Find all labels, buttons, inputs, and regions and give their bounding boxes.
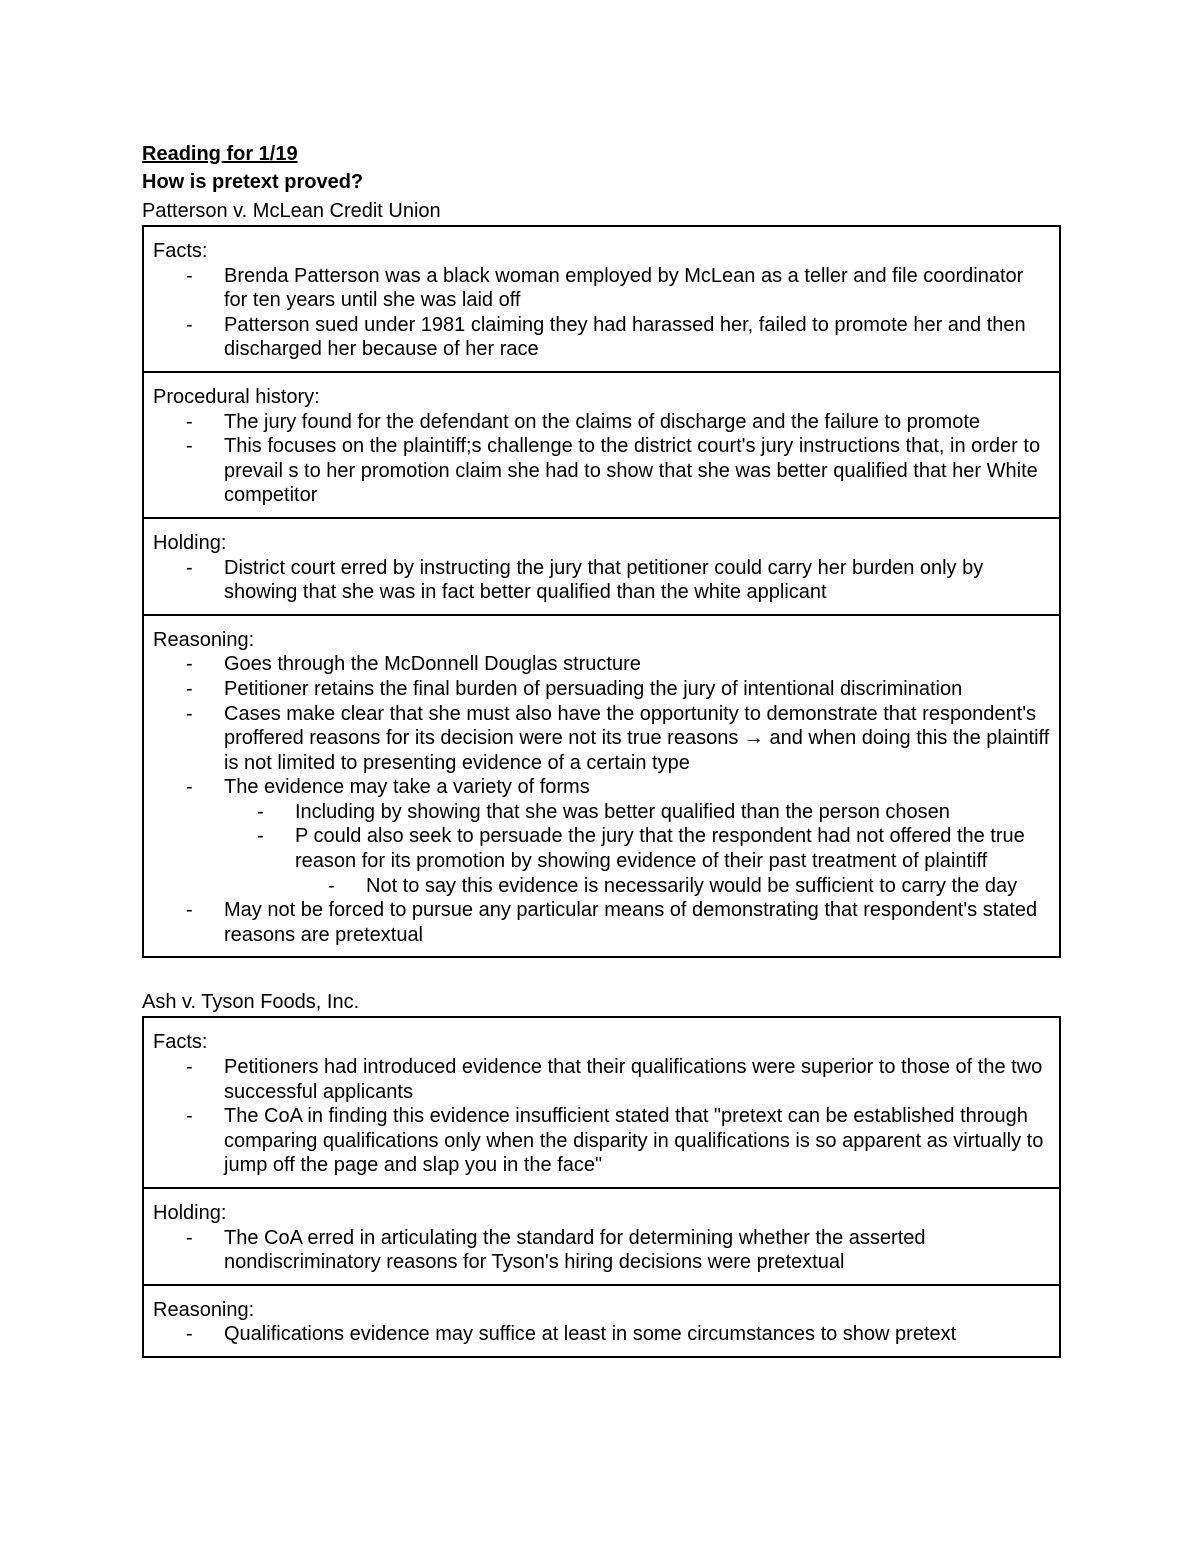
bullet-item (153, 898, 1050, 947)
case-section (144, 517, 1059, 614)
cases-container (142, 197, 1061, 1358)
case-section (144, 1187, 1059, 1284)
bullet-list-level-1 (153, 1055, 1050, 1178)
bullet-text: May not be forced to pursue any particular means of demonstrating that respondent's stated reasons are pretextual (224, 899, 1038, 946)
section-label: Procedural history: (153, 385, 320, 408)
bullet-item (153, 313, 1050, 362)
section-label: Reasoning: (153, 628, 255, 651)
bullet-item (153, 434, 1050, 508)
section-label: Facts: (153, 1031, 208, 1054)
bullet-text: Petitioner retains the final burden of persuading the jury of intentional discrimination (224, 677, 963, 700)
page-title: Reading for 1/19 (142, 143, 298, 165)
bullet-item (153, 1226, 1050, 1275)
bullet-text: Brenda Patterson was a black woman employed by McLean as a teller and file coordinator for ten years until she was laid off (224, 264, 1024, 312)
bullet-item (153, 556, 1050, 605)
bullet-item (153, 1322, 1050, 1347)
section-label: Holding: (153, 531, 227, 554)
bullet-text: Cases make clear that she must also have the opportunity to demonstrate that respondent's proffered reasons for its decision were not its true reasons → and when doing this the plaintiff is not limited to presenting evidence of a certain type (224, 702, 1050, 774)
bullet-list-level-1 (153, 652, 1050, 947)
bullet-list-level-1 (153, 264, 1050, 362)
case-brief-table (142, 225, 1061, 958)
bullet-item (153, 677, 1050, 702)
bullet-text: The evidence may take a variety of forms (224, 776, 590, 799)
case-name: Patterson v. McLean Credit Union (142, 200, 441, 222)
case-section (144, 1018, 1059, 1187)
bullet-text: P could also seek to persuade the jury that the respondent had not offered the true reason for its promotion by showing evidence of their past treatment of plaintiff (295, 825, 1025, 873)
case-section (144, 1284, 1059, 1356)
bullet-list-level-1 (153, 1226, 1050, 1275)
bullet-text: Including by showing that she was better qualified than the person chosen (295, 800, 950, 823)
bullet-list-level-3 (295, 874, 1050, 899)
bullet-list-level-1 (153, 1322, 1050, 1347)
section-label: Reasoning: (153, 1298, 255, 1321)
bullet-text: The jury found for the defendant on the claims of discharge and the failure to promote (224, 410, 981, 433)
page-subtitle: How is pretext proved? (142, 171, 364, 193)
bullet-item (224, 824, 1050, 898)
case-spacer (142, 958, 1061, 988)
bullet-list-level-1 (153, 410, 1050, 508)
case-name: Ash v. Tyson Foods, Inc. (142, 991, 360, 1014)
case-section (144, 614, 1059, 957)
bullet-item (295, 874, 1050, 899)
bullet-item (153, 1104, 1050, 1178)
section-label: Facts: (153, 240, 208, 262)
case-section (144, 371, 1059, 517)
bullet-text: This focuses on the plaintiff;s challenge to the district court's jury instructions that, in order to prevail s to her promotion claim she had to show that she was better qualified that her White competitor (224, 435, 1041, 507)
document-page (142, 140, 1061, 1358)
bullet-text: Patterson sued under 1981 claiming they had harassed her, failed to promote her and then discharged her because of her race (224, 313, 1026, 361)
section-label: Holding: (153, 1202, 227, 1224)
bullet-item (153, 1055, 1050, 1104)
bullet-text: District court erred by instructing the jury that petitioner could carry her burden only by showing that she was in fact better qualified than the white applicant (224, 556, 984, 604)
bullet-text: Goes through the McDonnell Douglas structure (224, 653, 641, 676)
case-section (144, 227, 1059, 371)
bullet-list-level-2 (224, 800, 1050, 898)
bullet-text: The CoA erred in articulating the standard for determining whether the asserted nondiscriminatory reasons for Tyson's hiring decisions were pretextual (224, 1226, 926, 1274)
bullet-item (153, 652, 1050, 677)
bullet-item (153, 702, 1050, 776)
bullet-text: Qualifications evidence may suffice at least in some circumstances to show pretext (224, 1323, 957, 1346)
bullet-item (224, 800, 1050, 825)
bullet-list-level-1 (153, 556, 1050, 605)
bullet-text: Not to say this evidence is necessarily would be sufficient to carry the day (366, 874, 1018, 897)
bullet-text: The CoA in finding this evidence insufficient stated that "pretext can be established through comparing qualifications only when the disparity in qualifications is so apparent as virtually to jump off the page and slap you in the face" (224, 1105, 1044, 1177)
bullet-text: Petitioners had introduced evidence that their qualifications were superior to those of the two successful applicants (224, 1056, 1043, 1103)
bullet-item (153, 775, 1050, 898)
bullet-item (153, 264, 1050, 313)
case-brief-table (142, 1016, 1061, 1358)
bullet-item (153, 410, 1050, 435)
